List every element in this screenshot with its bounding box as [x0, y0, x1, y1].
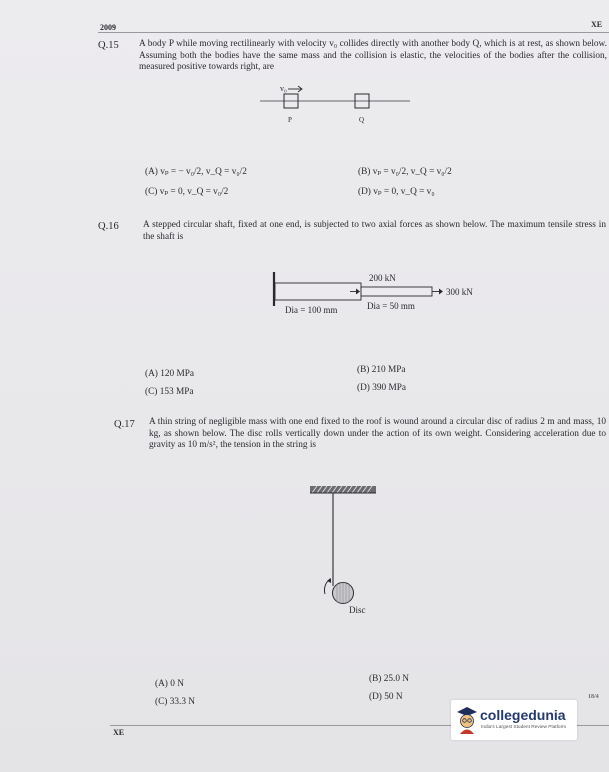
force2-label: 300 kN	[446, 287, 473, 297]
q17-option-a: (A) 0 N	[155, 679, 184, 689]
shaft-small-section	[361, 287, 432, 296]
q15-option-a: (A) vₚ = − v₀/2, v_Q = v₀/2	[145, 167, 247, 177]
collegedunia-watermark	[451, 700, 577, 740]
brand-tagline: India's Largest Student Review Platform	[481, 725, 567, 730]
q17-text: A thin string of negligible mass with one end fixed to the roof is wound around a circular disc of radius 2 m and mass, 10 kg, as shown below. The disc rolls vertically down under the action of its own weight. Considering acceleration due to gravity as 10 m/s², the tension in the string is	[149, 417, 606, 451]
q16-text: A stepped circular shaft, fixed at one end, is subjected to two axial forces as shown below. The maximum tensile stress in the shaft is	[143, 220, 606, 242]
dia2-label: Dia = 50 mm	[367, 301, 415, 311]
q17-option-c: (C) 33.3 N	[155, 697, 196, 707]
q16-option-a: (A) 120 MPa	[145, 369, 195, 379]
force2-arrowhead	[439, 289, 443, 295]
dia1-label: Dia = 100 mm	[285, 305, 338, 315]
brand-name: collegedunia	[480, 707, 566, 723]
disc-label: Disc	[349, 605, 366, 615]
q15-option-b: (B) vₚ = v₀/2, v_Q = v₀/2	[358, 167, 452, 177]
q15-text: A body P while moving rectilinearly with velocity v₀ collides directly with another body Q, which is at rest, as shown below. Assuming both the bodies have the same mass and the collision is elastic, the velocities of the bodies after the collision, measured positive towards right, are	[139, 39, 607, 73]
q16-option-b: (B) 210 MPa	[357, 365, 406, 375]
q17-option-d: (D) 50 N	[369, 692, 403, 702]
velocity-label: v₀	[280, 84, 287, 93]
q15-number: Q.15	[98, 40, 119, 51]
header-rule	[98, 32, 609, 33]
header-code: XE	[591, 20, 603, 29]
q15-collision-figure	[255, 80, 425, 130]
force1-label: 200 kN	[369, 273, 396, 283]
footer-code: XE	[113, 728, 125, 737]
rotation-arrowhead	[327, 578, 331, 583]
q16-option-d: (D) 390 MPa	[357, 383, 407, 393]
q17-option-b: (B) 25.0 N	[369, 674, 410, 684]
q16-number: Q.16	[98, 221, 119, 232]
header-year: 2009	[100, 23, 116, 32]
q17-number: Q.17	[114, 419, 135, 430]
q17-disc-figure	[300, 478, 390, 618]
graduate-mascot-icon	[455, 705, 479, 735]
q16-option-c: (C) 153 MPa	[145, 387, 194, 397]
q15-option-c: (C) vₚ = 0, v_Q = v₀/2	[145, 187, 229, 197]
q15-option-d: (D) vₚ = 0, v_Q = v₀	[358, 187, 435, 197]
shaft-large-section	[275, 283, 361, 300]
body-p-label: P	[288, 116, 292, 124]
body-q-label: Q	[359, 116, 365, 124]
footer-page: 18/4	[588, 694, 599, 700]
